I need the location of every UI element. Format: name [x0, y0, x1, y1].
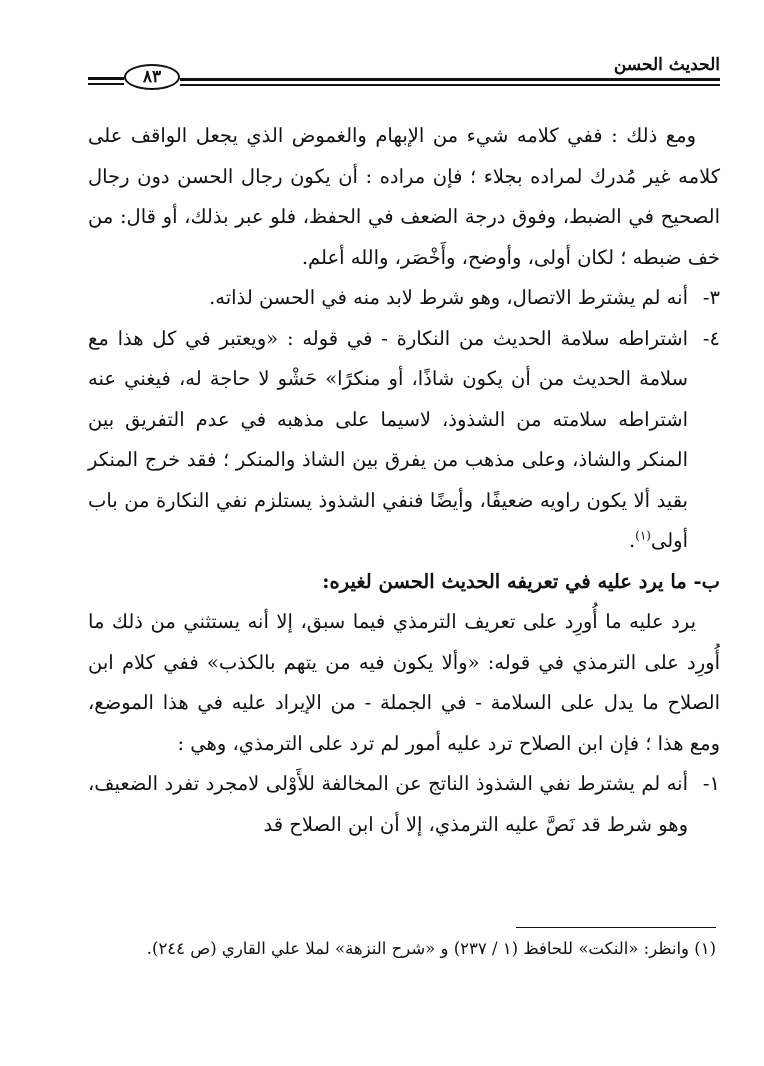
section-heading: ب- ما يرد عليه في تعريفه الحديث الحسن لغيره:: [322, 569, 720, 593]
paragraph-intro: ومع ذلك : ففي كلامه شيء من الإبهام والغموض الذي يجعل الواقف على كلامه غير مُدرك لمراده بجلاء ؛ فإن مراده : أن يكون رجال الحسن دون رجال الصحيح في الضبط، وفوق درجة الضعف في الحفظ، فلو عبر بذلك، أو قال: من خف ضبطه ؛ لكان أولى، وأوضح، وأَخْصَر، والله أعلم.: [88, 124, 720, 269]
paragraph-section: يرد عليه ما أُورِد على تعريف الترمذي فيما سبق، إلا أنه يستثني من ذلك ما أُورِد على الترمذي في قوله: «وألا يكون فيه من يتهم بالكذب» ففي كلام ابن الصلاح ما يدل على السلامة - في الجملة - من الإيراد عليه في هذا الموضع، ومع هذا ؛ فإن ابن الصلاح ترد عليه أمور لم ترد على الترمذي، وهي :: [88, 610, 720, 755]
list-item-number: ٣-: [702, 286, 720, 309]
page-number: ٨٣: [124, 64, 180, 90]
footnote-separator: [516, 927, 716, 928]
list-item-4: [88, 319, 720, 562]
running-title: الحديث الحسن: [613, 55, 720, 75]
header-rule-left: [88, 77, 124, 80]
page-body: [88, 116, 720, 845]
sentence-end: .: [628, 529, 636, 552]
list-item-text-wrap: [88, 319, 688, 562]
list-item-text: أنه لم يشترط الاتصال، وهو شرط لابد منه في الحسن لذاته.: [209, 286, 688, 309]
list-item-3: [88, 278, 720, 319]
list-item-number: ١-: [702, 772, 720, 795]
footnote: (١) وانظر: «النكت» للحافظ (١ / ٢٣٧) و «شرح النزهة» لملا علي القاري (ص ٢٤٤).: [146, 939, 716, 958]
header-rule: [180, 78, 720, 81]
list-item-1: [88, 764, 720, 845]
header-rule-left-thin: [88, 83, 124, 85]
header-rule-thin: [180, 84, 720, 86]
list-item-text: اشتراطه سلامة الحديث من النكارة - في قوله : «ويعتبر في كل هذا مع سلامة الحديث من أن يكون شاذًا، أو منكرًا» حَشْو لا حاجة له، فيغني عنه اشتراطه سلامته من الشذوذ، لاسيما على مذهبه في عدم التفريق بين المنكر والشاذ، وعلى مذهب من يفرق بين الشاذ والمنكر ؛ فقد خرج المنكر بقيد ألا يكون راويه ضعيفًا، وأيضًا فنفي الشذوذ يستلزم نفي النكارة من باب أولى: [88, 326, 688, 552]
list-item-text: أنه لم يشترط نفي الشذوذ الناتج عن المخالفة للأَوْلى لامجرد تفرد الضعيف، وهو شرط قد نَصَّ عليه الترمذي، إلا أن ابن الصلاح قد: [88, 772, 688, 836]
page-header: [88, 54, 720, 94]
footnote-reference: (١): [635, 528, 651, 543]
list-item-number: ٤-: [702, 326, 720, 350]
